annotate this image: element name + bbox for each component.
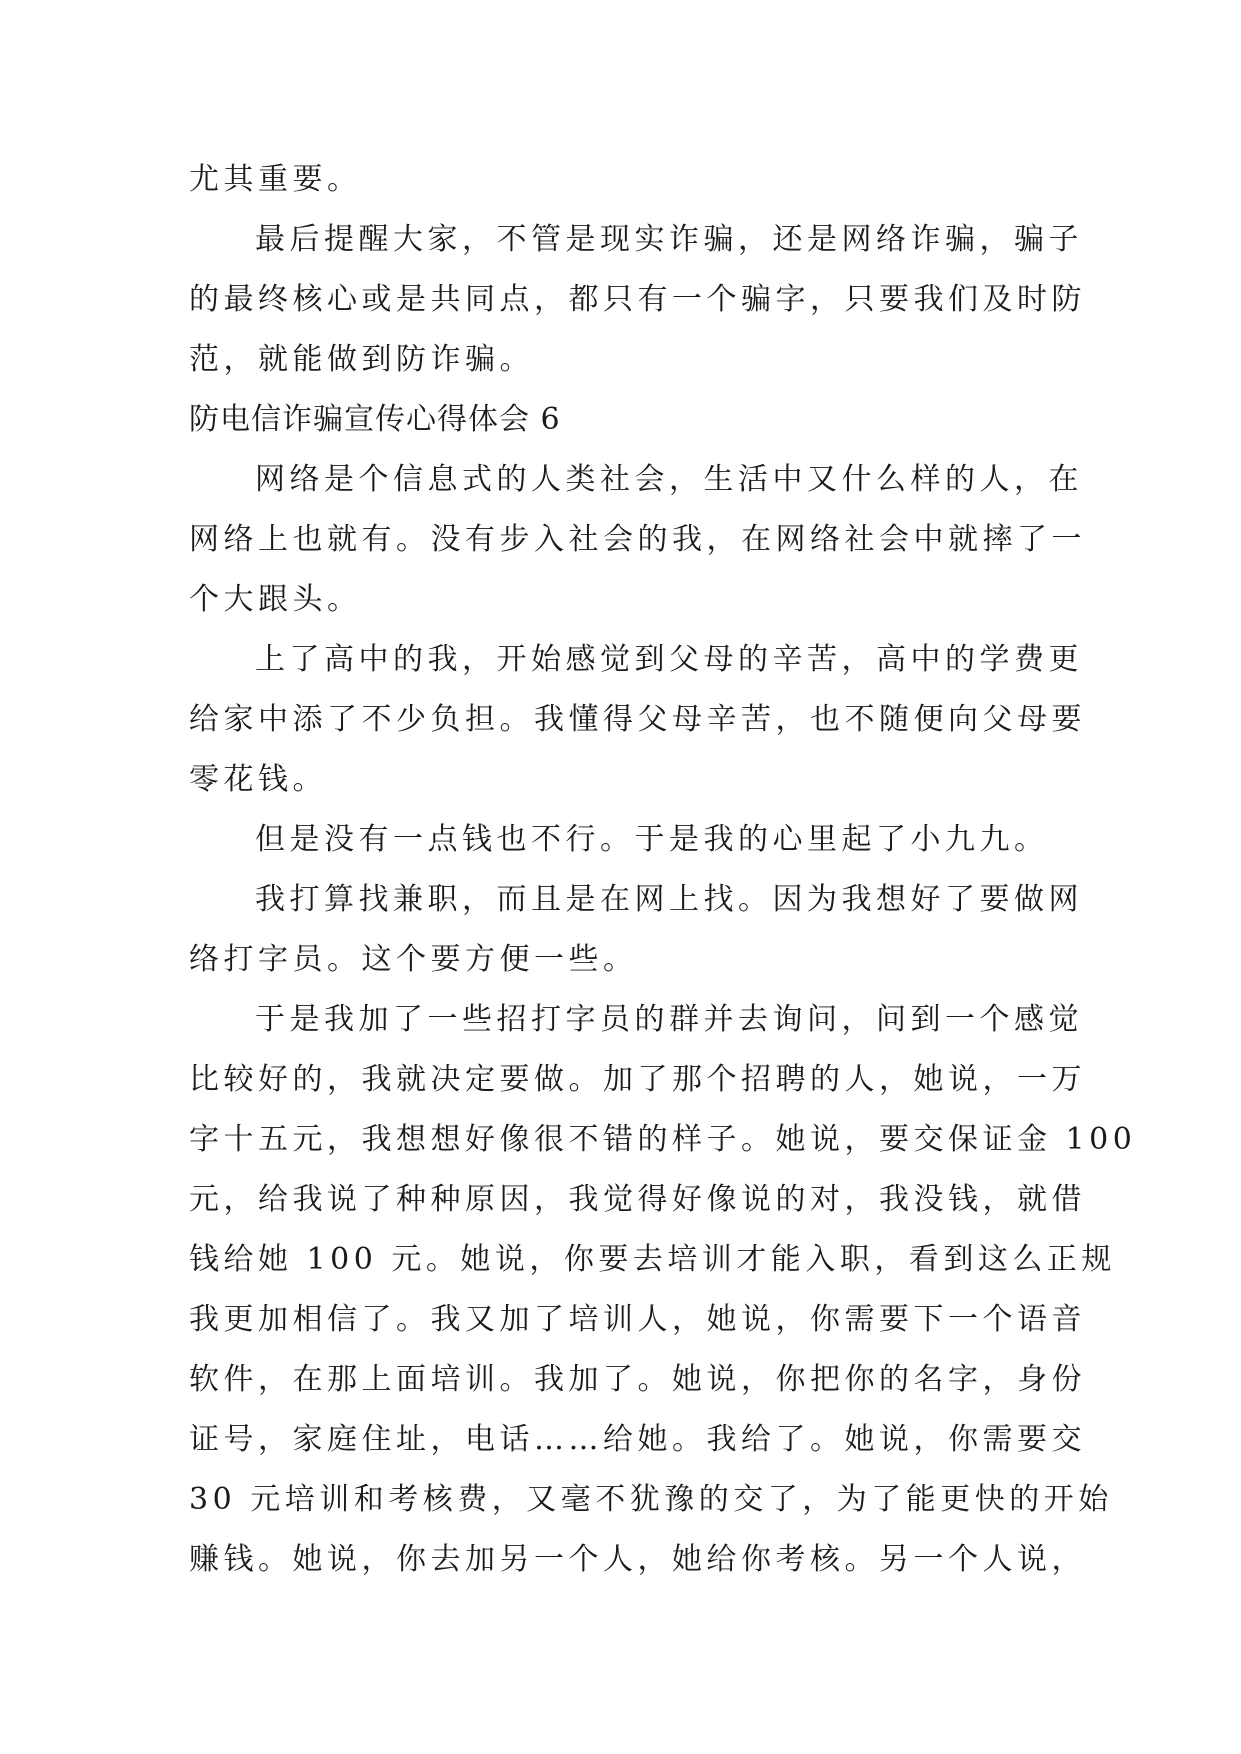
paragraph-line: 的最终核心或是共同点，都只有一个骗字，只要我们及时防 — [189, 282, 1086, 317]
paragraph-line: 于是我加了一些招打字员的群并去询问，问到一个感觉 — [255, 1002, 1083, 1037]
paragraph-line: 但是没有一点钱也不行。于是我的心里起了小九九。 — [255, 822, 1049, 857]
paragraph-line: 零花钱。 — [189, 762, 327, 797]
paragraph-line: 范，就能做到防诈骗。 — [189, 342, 534, 377]
paragraph-line: 元，给我说了种种原因，我觉得好像说的对，我没钱，就借 — [189, 1182, 1086, 1217]
paragraph-line: 络打字员。这个要方便一些。 — [189, 942, 638, 977]
paragraph-line: 我更加相信了。我又加了培训人，她说，你需要下一个语音 — [189, 1302, 1086, 1337]
paragraph-line: 比较好的，我就决定要做。加了那个招聘的人，她说，一万 — [189, 1062, 1086, 1097]
paragraph-line: 我打算找兼职，而且是在网上找。因为我想好了要做网 — [255, 882, 1083, 917]
paragraph-line: 网络是个信息式的人类社会，生活中又什么样的人，在 — [255, 462, 1083, 497]
paragraph-line: 软件，在那上面培训。我加了。她说，你把你的名字，身份 — [189, 1362, 1086, 1397]
section-heading: 防电信诈骗宣传心得体会 6 — [189, 402, 561, 437]
paragraph-line: 最后提醒大家，不管是现实诈骗，还是网络诈骗，骗子 — [255, 222, 1083, 257]
paragraph-line: 网络上也就有。没有步入社会的我，在网络社会中就摔了一 — [189, 522, 1086, 557]
paragraph-line: 30 元培训和考核费，又毫不犹豫的交了，为了能更快的开始 — [189, 1482, 1113, 1517]
paragraph-line: 尤其重要。 — [189, 162, 362, 197]
paragraph-line: 个大跟头。 — [189, 582, 362, 617]
document-body — [189, 150, 1137, 1590]
paragraph-line: 赚钱。她说，你去加另一个人，她给你考核。另一个人说， — [189, 1542, 1086, 1577]
paragraph-line: 上了高中的我，开始感觉到父母的辛苦，高中的学费更 — [255, 642, 1083, 677]
paragraph-line: 证号，家庭住址，电话……给她。我给了。她说，你需要交 — [189, 1422, 1086, 1457]
paragraph-line: 钱给她 100 元。她说，你要去培训才能入职，看到这么正规 — [189, 1242, 1116, 1277]
paragraph-line: 字十五元，我想想好像很不错的样子。她说，要交保证金 100 — [189, 1122, 1137, 1157]
paragraph-line: 给家中添了不少负担。我懂得父母辛苦，也不随便向父母要 — [189, 702, 1086, 737]
